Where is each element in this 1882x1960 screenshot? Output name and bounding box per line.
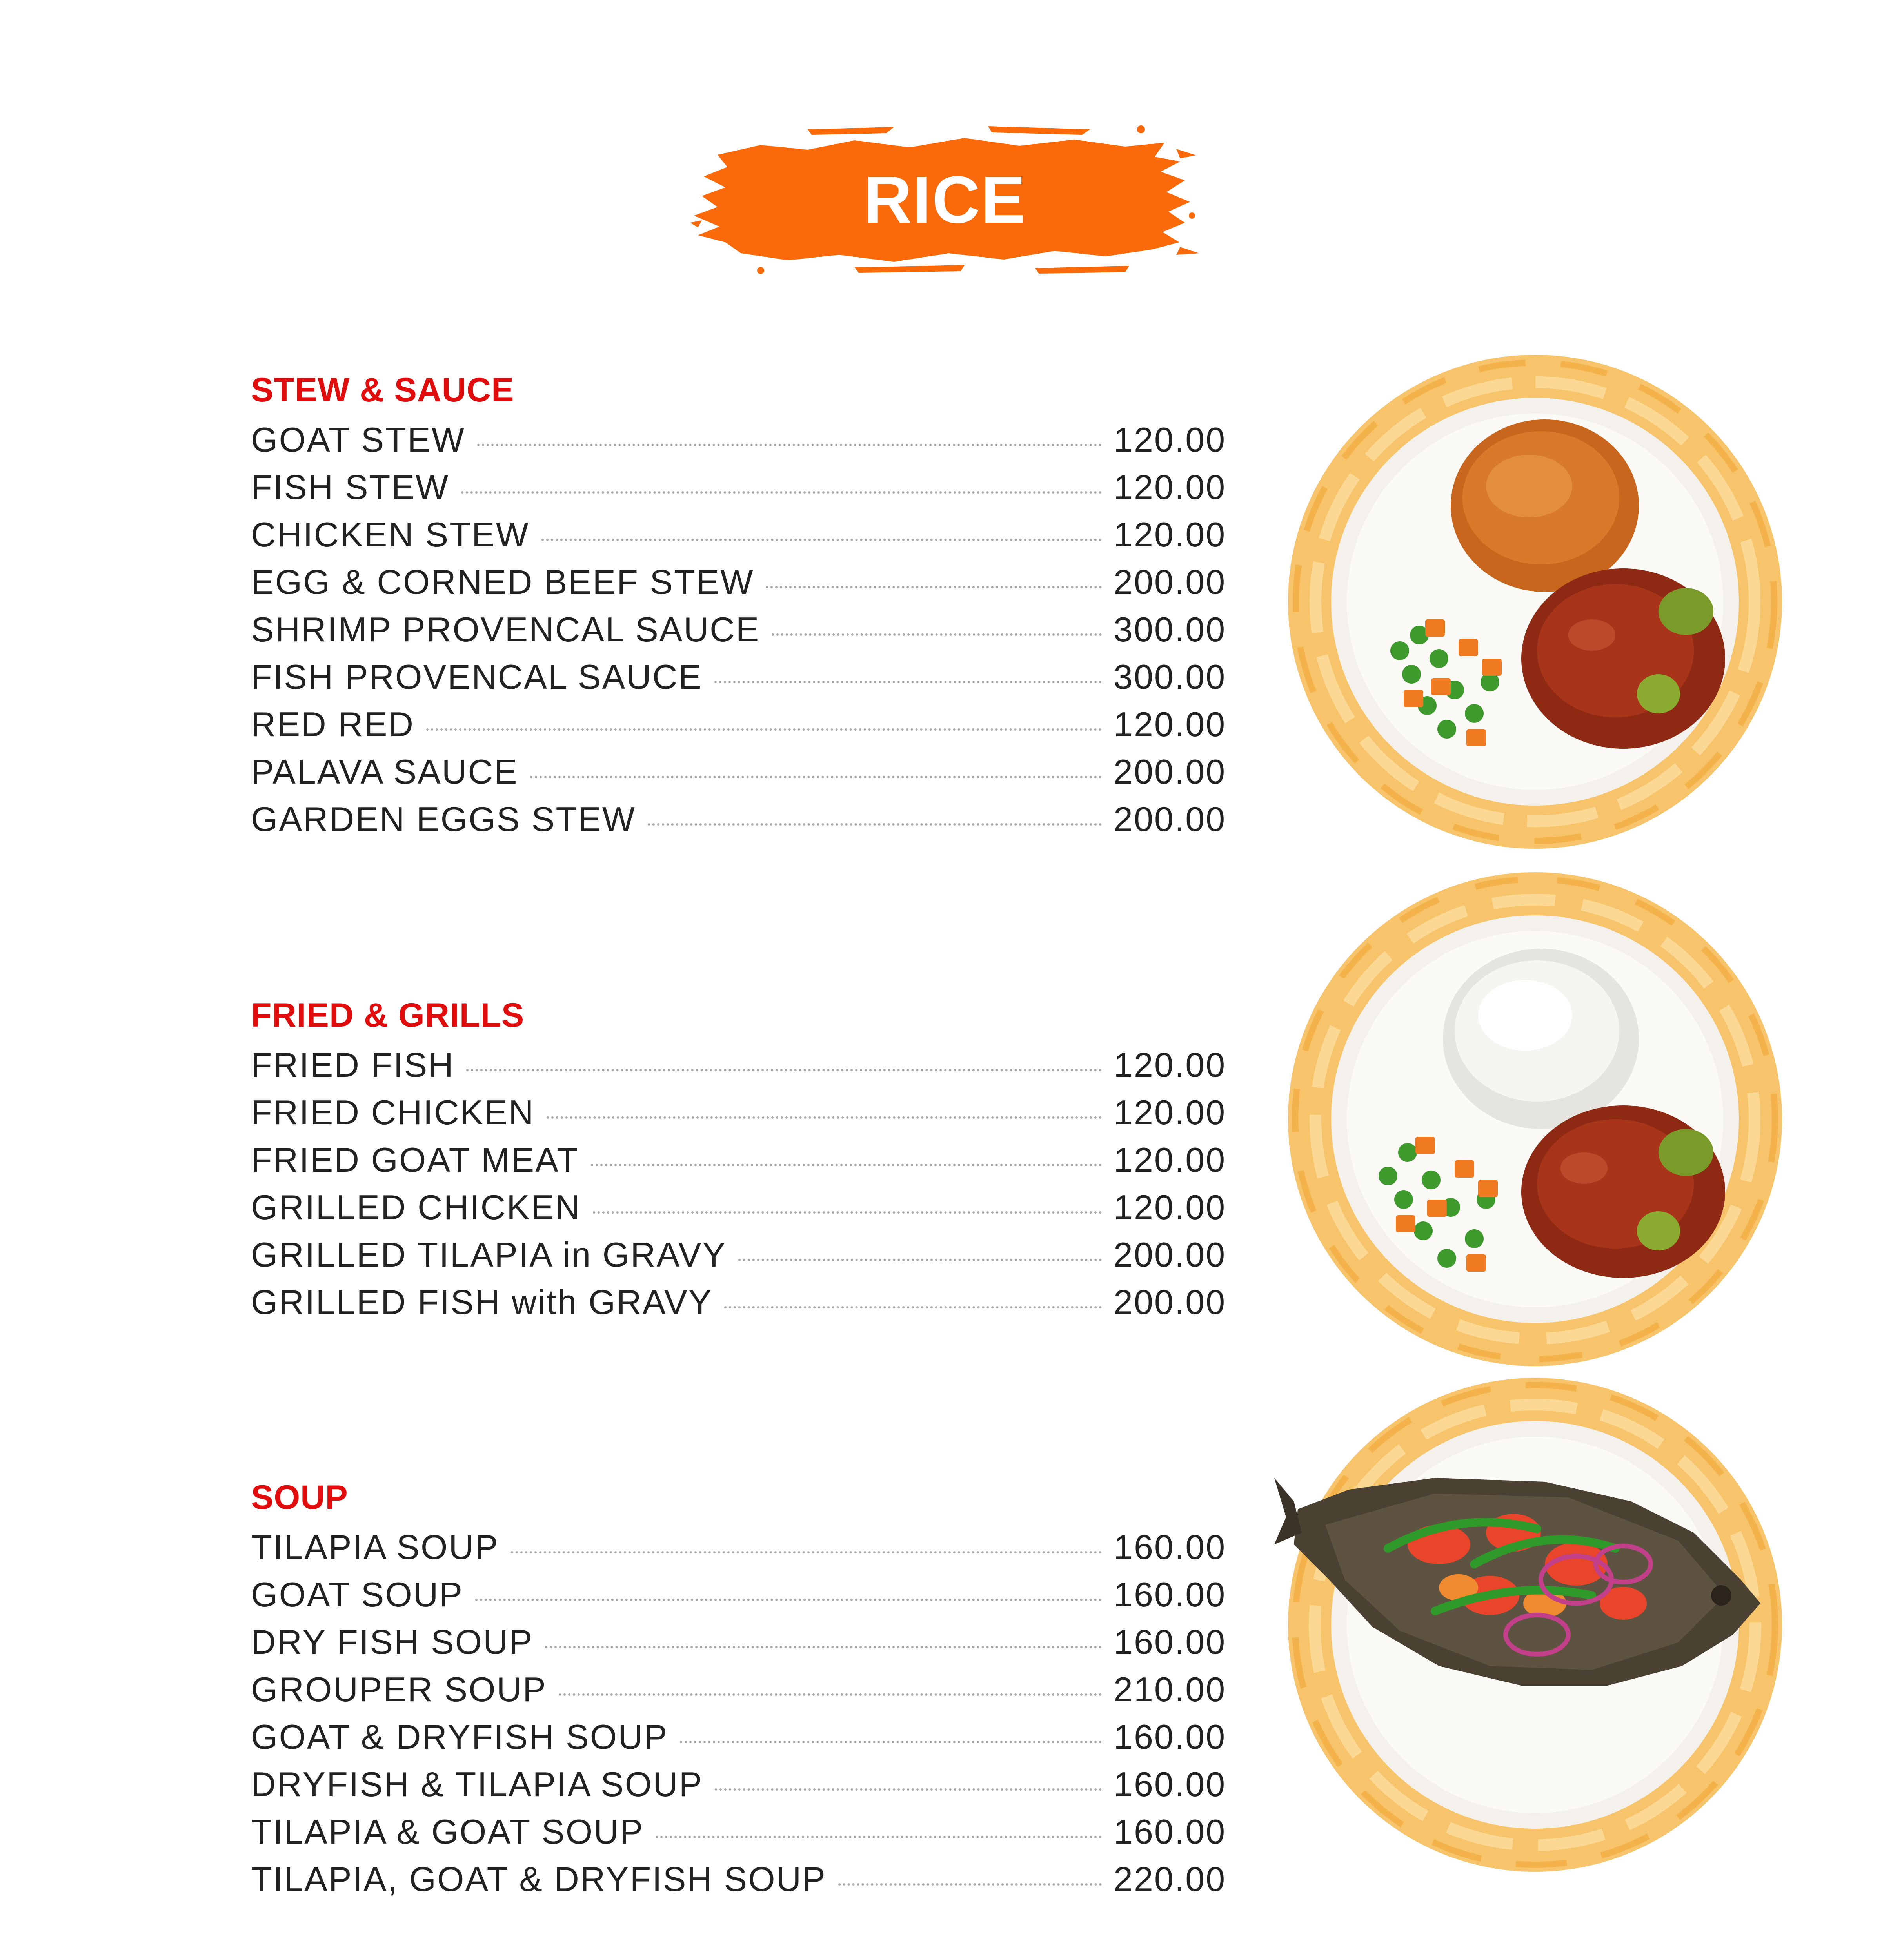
dotted-leader (461, 491, 1102, 494)
dish-image-jollof-rice (1270, 337, 1800, 866)
dotted-leader (545, 1646, 1102, 1648)
dotted-leader (547, 1116, 1102, 1119)
menu-item (251, 1183, 1243, 1231)
item-price: 200.00 (1114, 1283, 1226, 1321)
dotted-leader (591, 1164, 1102, 1166)
section-heading: SOUP (251, 1479, 348, 1516)
menu-item (251, 416, 1243, 463)
dotted-leader (648, 823, 1102, 826)
item-name: TILAPIA SOUP (251, 1528, 499, 1566)
item-price: 120.00 (1114, 1140, 1226, 1179)
section-fried-grills (251, 992, 1243, 1326)
item-price: 120.00 (1114, 468, 1226, 506)
dotted-leader (541, 539, 1102, 541)
item-name: CHICKEN STEW (251, 515, 530, 554)
dish-image-white-rice (1270, 855, 1800, 1384)
item-price: 200.00 (1114, 800, 1226, 838)
item-price: 120.00 (1114, 1045, 1226, 1084)
menu-list (251, 1041, 1243, 1326)
title-banner (690, 118, 1200, 282)
item-price: 120.00 (1114, 515, 1226, 554)
item-price: 210.00 (1114, 1670, 1226, 1709)
menu-item (251, 1760, 1243, 1808)
item-price: 220.00 (1114, 1860, 1226, 1898)
dotted-leader (593, 1211, 1102, 1214)
dotted-leader (838, 1883, 1102, 1886)
menu-item (251, 653, 1243, 701)
dotted-leader (680, 1741, 1102, 1743)
item-price: 200.00 (1114, 752, 1226, 791)
item-name: FISH STEW (251, 468, 450, 506)
menu-item (251, 511, 1243, 558)
item-name: RED RED (251, 705, 415, 744)
item-name: EGG & CORNED BEEF STEW (251, 563, 754, 601)
dotted-leader (724, 1306, 1102, 1308)
dish-image-grilled-tilapia (1270, 1360, 1800, 1889)
item-price: 120.00 (1114, 1093, 1226, 1132)
menu-item (251, 606, 1243, 653)
menu-item (251, 1136, 1243, 1183)
menu-item (251, 748, 1243, 795)
dotted-leader (426, 728, 1102, 731)
dotted-leader (530, 776, 1102, 778)
menu-item (251, 1041, 1243, 1089)
dotted-leader (559, 1693, 1102, 1696)
section-stew-sauce (251, 367, 1243, 843)
item-name: TILAPIA, GOAT & DRYFISH SOUP (251, 1860, 827, 1898)
dotted-leader (511, 1551, 1102, 1553)
menu-item (251, 1523, 1243, 1571)
item-name: GRILLED FISH with GRAVY (251, 1283, 713, 1321)
menu-item (251, 1713, 1243, 1760)
dotted-leader (766, 586, 1102, 588)
menu-item (251, 1666, 1243, 1713)
item-name: SHRIMP PROVENCAL SAUCE (251, 610, 760, 649)
menu-item (251, 701, 1243, 748)
item-price: 160.00 (1114, 1812, 1226, 1851)
item-name: GOAT SOUP (251, 1575, 464, 1614)
item-price: 160.00 (1114, 1717, 1226, 1756)
menu-item (251, 558, 1243, 606)
menu-list (251, 1523, 1243, 1903)
dotted-leader (715, 1788, 1102, 1791)
menu-list (251, 416, 1243, 843)
item-price: 160.00 (1114, 1528, 1226, 1566)
menu-item (251, 795, 1243, 843)
menu-item (251, 1855, 1243, 1903)
item-price: 300.00 (1114, 657, 1226, 696)
item-price: 120.00 (1114, 705, 1226, 744)
dotted-leader (477, 444, 1102, 446)
item-name: FISH PROVENCAL SAUCE (251, 657, 703, 696)
menu-item (251, 1571, 1243, 1618)
item-price: 120.00 (1114, 420, 1226, 459)
dotted-leader (738, 1259, 1102, 1261)
item-price: 120.00 (1114, 1188, 1226, 1227)
menu-item (251, 1808, 1243, 1855)
section-soup (251, 1474, 1243, 1903)
item-name: GROUPER SOUP (251, 1670, 547, 1709)
item-price: 300.00 (1114, 610, 1226, 649)
menu-item (251, 1278, 1243, 1326)
item-name: TILAPIA & GOAT SOUP (251, 1812, 644, 1851)
dotted-leader (466, 1069, 1102, 1071)
menu-item (251, 463, 1243, 511)
menu-item (251, 1231, 1243, 1278)
item-price: 160.00 (1114, 1622, 1226, 1661)
dotted-leader (475, 1599, 1102, 1601)
dotted-leader (656, 1836, 1102, 1838)
item-price: 200.00 (1114, 1235, 1226, 1274)
item-name: GRILLED CHICKEN (251, 1188, 581, 1227)
item-name: FRIED FISH (251, 1045, 454, 1084)
section-heading: FRIED & GRILLS (251, 996, 525, 1034)
item-price: 160.00 (1114, 1575, 1226, 1614)
dotted-leader (714, 681, 1102, 683)
item-name: PALAVA SAUCE (251, 752, 518, 791)
section-heading: STEW & SAUCE (251, 371, 514, 409)
page-title: RICE (863, 163, 1026, 237)
menu-item (251, 1089, 1243, 1136)
item-name: GARDEN EGGS STEW (251, 800, 636, 838)
item-name: DRYFISH & TILAPIA SOUP (251, 1765, 703, 1804)
item-price: 200.00 (1114, 563, 1226, 601)
item-name: GRILLED TILAPIA in GRAVY (251, 1235, 727, 1274)
dotted-leader (772, 633, 1102, 636)
item-name: GOAT STEW (251, 420, 465, 459)
item-name: FRIED CHICKEN (251, 1093, 535, 1132)
item-name: FRIED GOAT MEAT (251, 1140, 579, 1179)
item-name: GOAT & DRYFISH SOUP (251, 1717, 669, 1756)
item-price: 160.00 (1114, 1765, 1226, 1804)
item-name: DRY FISH SOUP (251, 1622, 534, 1661)
menu-item (251, 1618, 1243, 1666)
